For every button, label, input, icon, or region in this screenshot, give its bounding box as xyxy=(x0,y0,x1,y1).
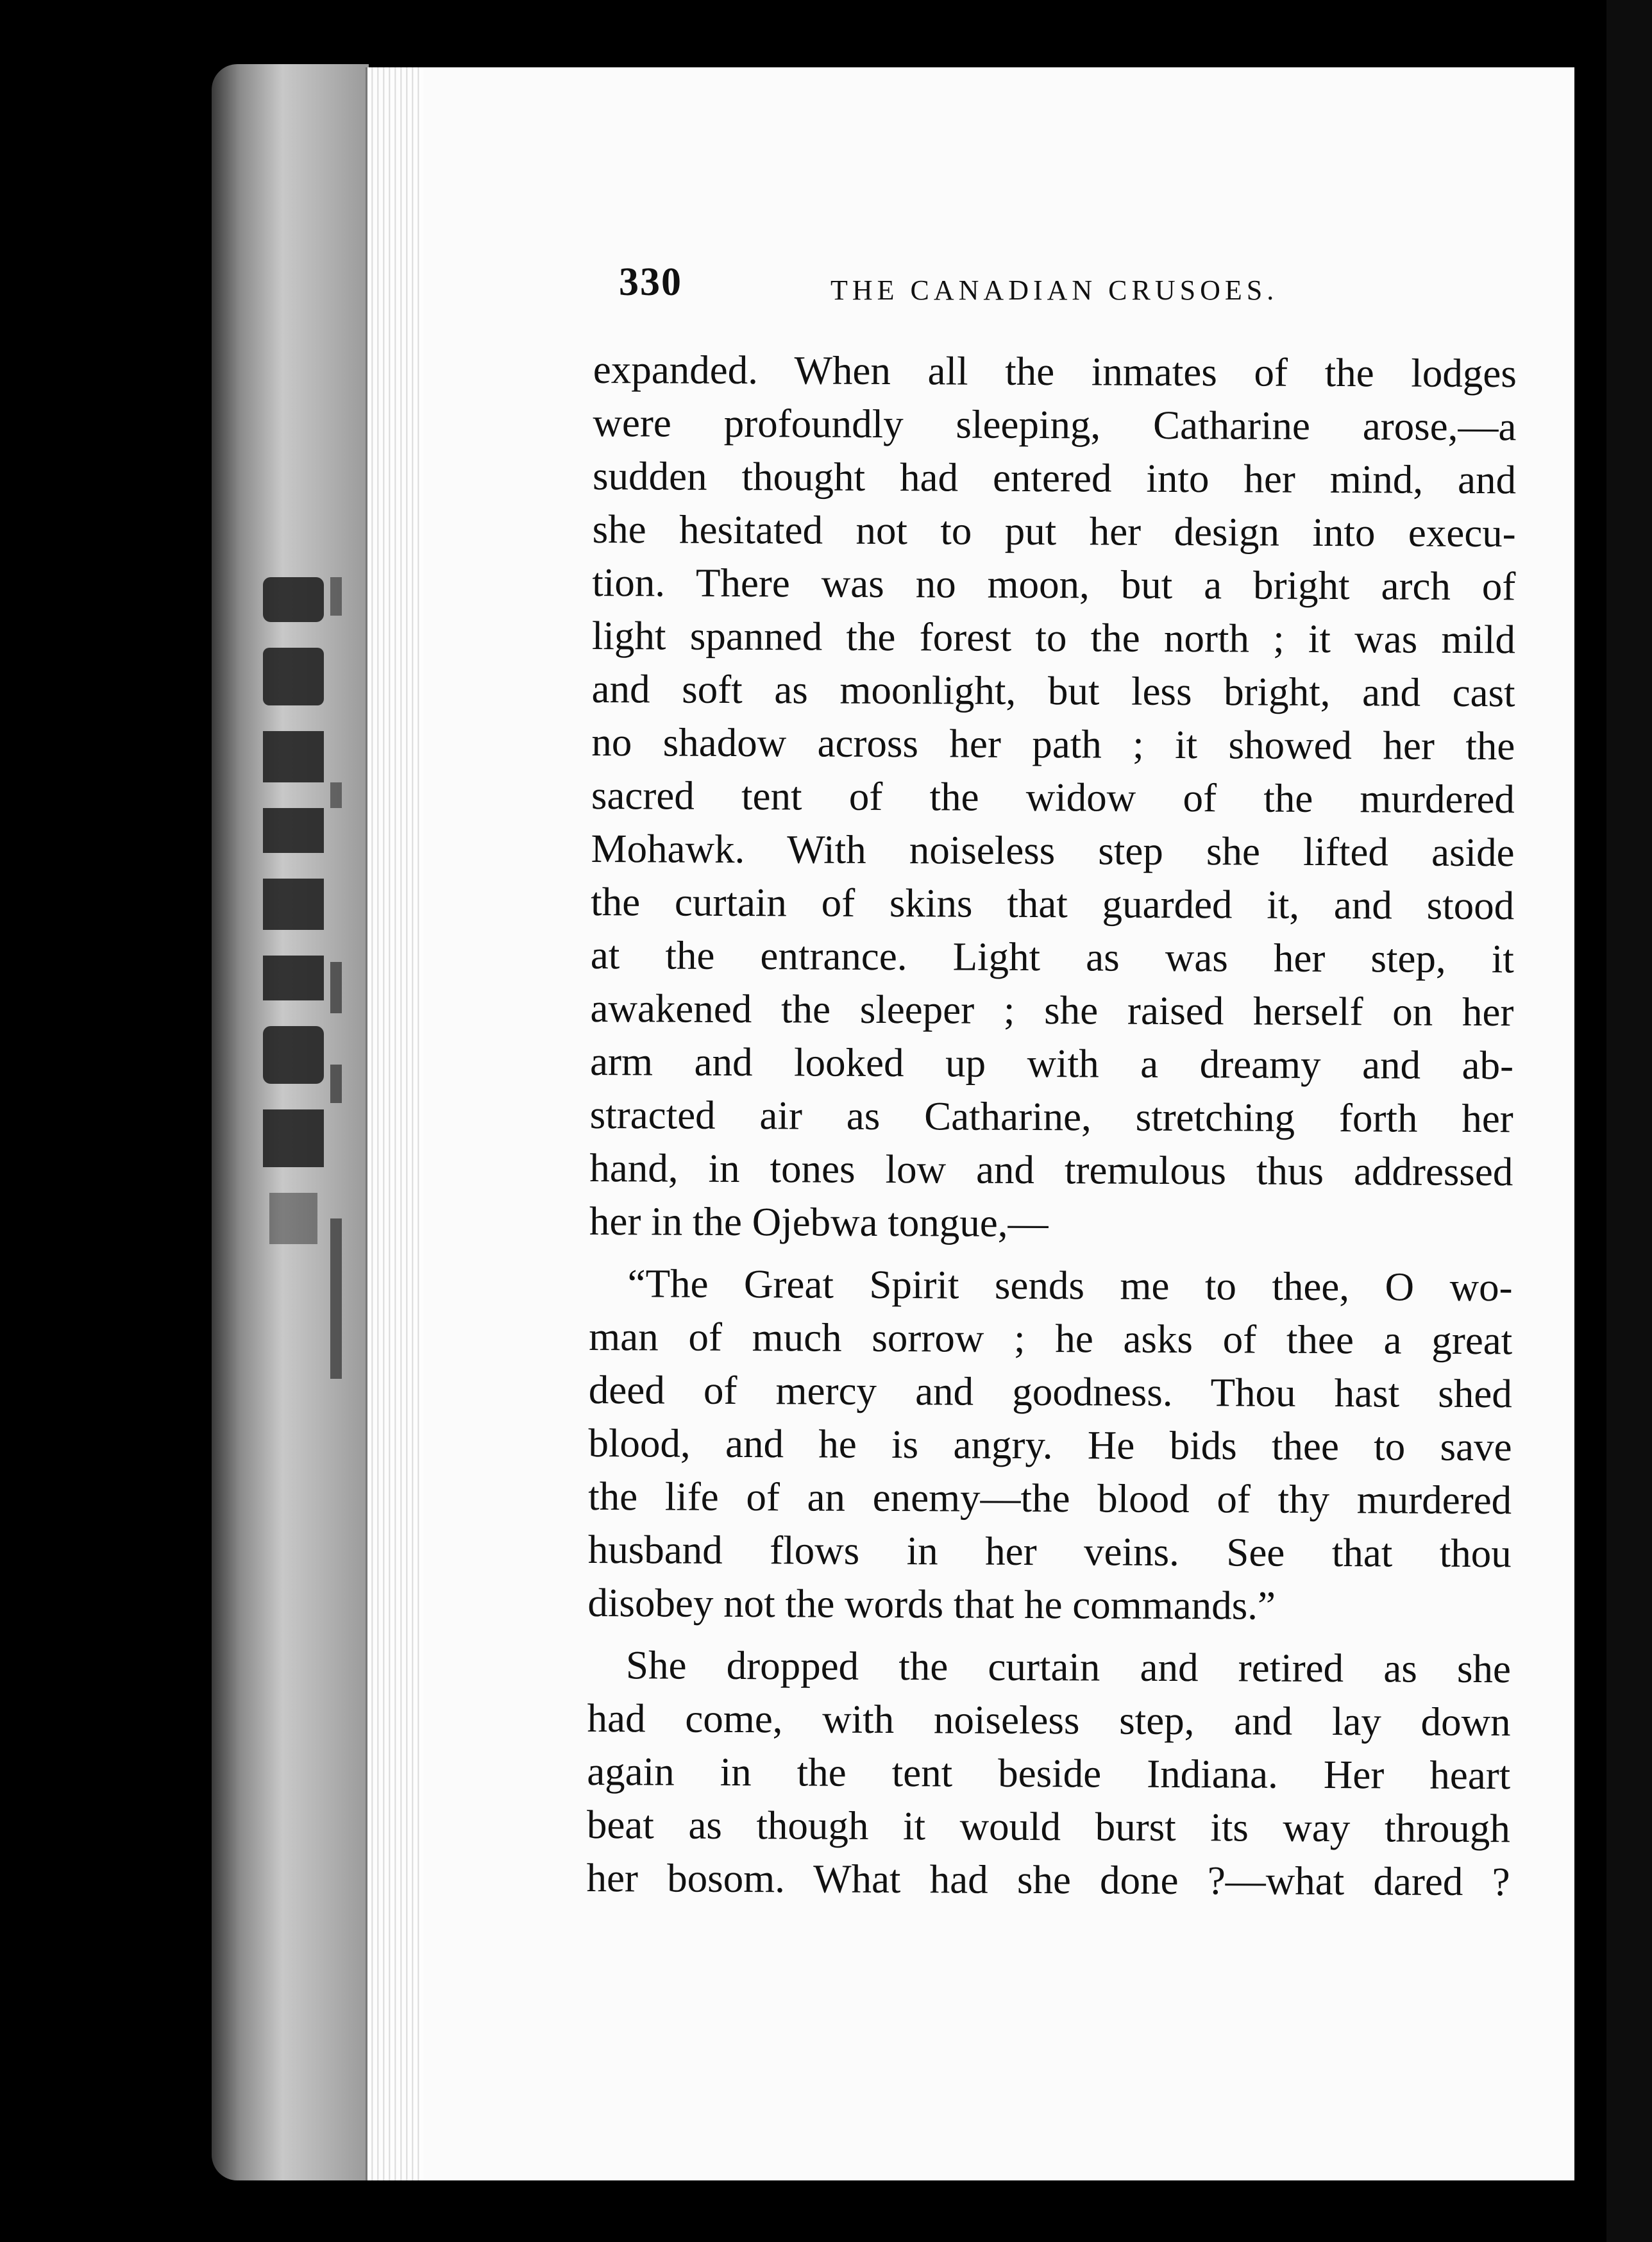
paragraph-2 xyxy=(587,1257,1513,1633)
text-line: arm and looked up with a dreamy and ab- xyxy=(589,1038,1514,1088)
text-line: again in the tent beside Indiana. Her heart xyxy=(587,1748,1511,1798)
text-line: expanded. When all the inmates of the lodges xyxy=(593,346,1517,396)
text-line: hand, in tones low and tremulous thus addressed xyxy=(589,1145,1513,1195)
text-line: deed of mercy and goodness. Thou hast shed xyxy=(588,1367,1513,1417)
library-stamp xyxy=(250,577,353,1411)
text-line: she hesitated not to put her design into execu- xyxy=(592,506,1516,556)
text-line: blood, and he is angry. He bids thee to save xyxy=(588,1420,1512,1470)
text-line: husband flows in her veins. See that thou xyxy=(587,1526,1512,1576)
text-line: stracted air as Catharine, stretching forth her xyxy=(589,1092,1513,1142)
text-line: Mohawk. With noiseless step she lifted aside xyxy=(591,825,1515,875)
page-header xyxy=(619,260,1401,317)
running-head: THE CANADIAN CRUSOES. xyxy=(830,274,1279,306)
paragraph-1 xyxy=(589,343,1517,1252)
scan-border xyxy=(1606,0,1652,2242)
text-line: tion. There was no moon, but a bright arch of xyxy=(592,559,1516,609)
text-line: sacred tent of the widow of the murdered xyxy=(591,772,1515,822)
text-line: had come, with noiseless step, and lay down xyxy=(587,1695,1511,1745)
page-shadow-edge xyxy=(1574,115,1610,2180)
body-text xyxy=(586,343,1517,1909)
text-line: “The Great Spirit sends me to thee, O wo- xyxy=(627,1261,1513,1310)
text-line: no shadow across her path ; it showed her the xyxy=(591,719,1515,769)
text-line: and soft as moonlight, but less bright, and cast xyxy=(591,666,1515,716)
text-line: her in the Ojebwa tongue,— xyxy=(589,1198,1049,1246)
text-line: beat as though it would burst its way through xyxy=(586,1801,1511,1851)
text-line: man of much sorrow ; he asks of thee a great xyxy=(589,1313,1513,1363)
text-line: the curtain of skins that guarded it, and stood xyxy=(591,879,1515,929)
text-line: her bosom. What had she done ?—what dared ? xyxy=(586,1855,1510,1905)
paragraph-3 xyxy=(586,1639,1511,1909)
text-line: disobey not the words that he commands.” xyxy=(587,1580,1276,1628)
text-line: sudden thought had entered into her mind, and xyxy=(592,453,1517,503)
text-line: awakened the sleeper ; she raised herself on her xyxy=(590,985,1514,1035)
text-line: at the entrance. Light as was her step, it xyxy=(590,932,1514,982)
text-line: She dropped the curtain and retired as she xyxy=(625,1642,1512,1692)
page-number: 330 xyxy=(619,260,682,304)
text-line: were profoundly sleeping, Catharine arose,—a xyxy=(593,400,1517,450)
text-line: the life of an enemy—the blood of thy murdered xyxy=(588,1473,1512,1523)
page-edges xyxy=(366,67,428,2180)
text-line: light spanned the forest to the north ; it was mild xyxy=(591,612,1516,662)
